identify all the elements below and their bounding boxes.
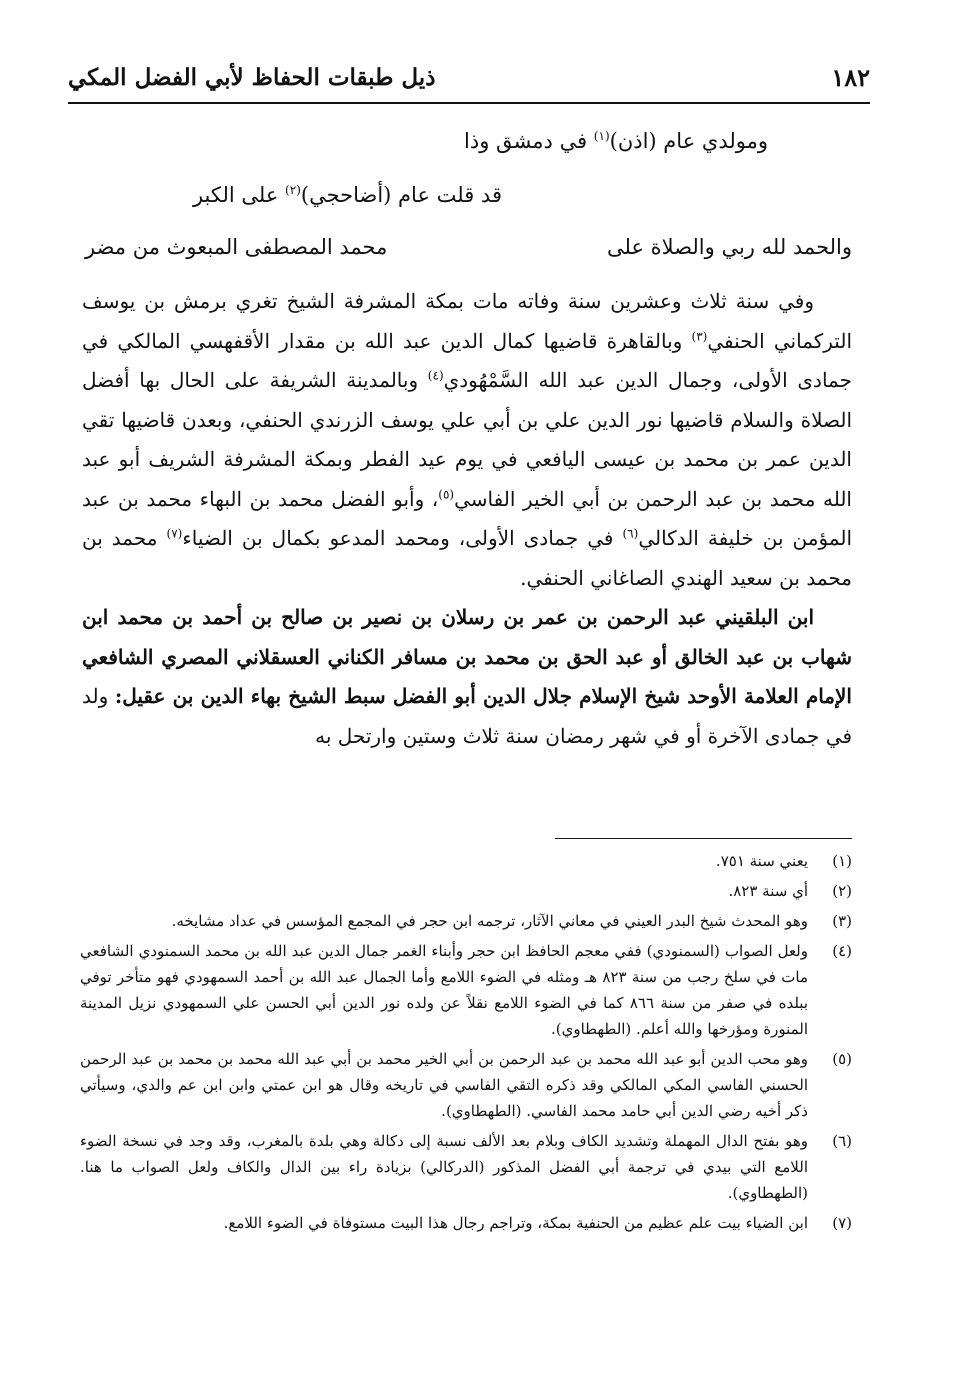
footnote-number: (٥) bbox=[832, 1050, 852, 1068]
footnote-marker-6: (٦) bbox=[622, 526, 639, 541]
footnote-number: (٢) bbox=[832, 882, 852, 900]
footnote-text: وهو محب الدين أبو عبد الله محمد بن عبد الرحمن بن أبي الخير محمد بن أبي عبد الله محمد بن محمد بن عبد الرحمن الحسني الفاسي المكي المالكي وقد ذكره التقي الفاسي في تاريخه وقال هو ابن عمتي وابن ابن عم والدي، وسيأتي ذكر أخيه رضي الدين أبي حامد محمد الفاسي. (الطهطاوي). bbox=[80, 1050, 808, 1120]
footnote-number: (١) bbox=[832, 852, 852, 870]
footnote-separator bbox=[555, 838, 852, 839]
page-header bbox=[68, 52, 870, 104]
footnote bbox=[80, 848, 852, 874]
paragraph-deaths bbox=[82, 282, 852, 598]
page-number: ١٨٢ bbox=[831, 62, 870, 92]
verse-text: ومولدي عام (اذن) bbox=[609, 129, 768, 153]
paragraph-text: وبالمدينة الشريفة على الحال بها أفضل الصلاة والسلام قاضيها نور الدين علي بن أبي علي يوسف الزرندي الحنفي، وبعدن قاضيها تقي الدين عمر بن محمد بن عيسى اليافعي في يوم عيد الفطر وبمكة المشرفة الشريف أبو عبد الله محمد بن عبد الرحمن بن أبي الخير الفاسي bbox=[82, 368, 852, 511]
footnote-text: يعني سنة ٧٥١. bbox=[715, 852, 808, 870]
paragraph-biography bbox=[82, 598, 852, 756]
verse-line-2 bbox=[193, 180, 502, 210]
verse-hemistich-left: محمد المصطفى المبعوث من مضر bbox=[85, 235, 388, 259]
biography-heading: ابن البلقيني عبد الرحمن بن عمر بن رسلان بن نصير بن صالح بن أحمد بن محمد ابن شهاب بن عبد الخالق أو عبد الحق بن محمد بن مسافر الكناني العسقلاني المصري الشافعي الإمام العلامة الأوحد شيخ الإسلام جلال الدين أبو الفضل سبط الشيخ بهاء الدين بن عقيل: bbox=[82, 605, 852, 708]
running-title: ذيل طبقات الحفاظ لأبي الفضل المكي bbox=[68, 63, 436, 91]
footnote-text: وهو المحدث شيخ البدر العيني في معاني الآثار، ترجمه ابن حجر في المجمع المؤسس في عداد مشايخه. bbox=[171, 912, 808, 930]
footnote bbox=[80, 938, 852, 1042]
footnote-number: (٦) bbox=[832, 1132, 852, 1150]
footnote bbox=[80, 908, 852, 934]
footnote bbox=[80, 878, 852, 904]
paragraph-text: ولد في جمادى الآخرة أو في شهر رمضان سنة ثلاث وستين وارتحل به bbox=[82, 684, 852, 748]
paragraph-text: وبالقاهرة قاضيها كمال الدين عبد الله بن مقدار الأقفهسي المالكي في جمادى الأولى، وجمال الدين عبد الله السَّمْهُودي bbox=[82, 328, 852, 392]
footnote-marker-1: (١) bbox=[593, 129, 610, 143]
footnote bbox=[80, 1128, 852, 1206]
footnote-number: (٤) bbox=[832, 942, 852, 960]
footnote-text: أي سنة ٨٢٣. bbox=[728, 882, 808, 900]
verse-line-1 bbox=[464, 126, 768, 156]
paragraph-text: ، وأبو الفضل محمد بن البهاء محمد بن عبد المؤمن بن خليفة الدكالي bbox=[82, 486, 852, 550]
footnote-marker-4: (٤) bbox=[427, 368, 444, 383]
footnote-marker-5: (٥) bbox=[438, 486, 455, 501]
verse-text: قد قلت عام (أضاحجي) bbox=[300, 183, 502, 207]
footnote bbox=[80, 1210, 852, 1236]
verse-text: على الكبر bbox=[192, 183, 286, 207]
footnote bbox=[80, 1046, 852, 1124]
footnote-number: (٧) bbox=[832, 1214, 852, 1232]
footnote-text: ابن الضياء بيت علم عظيم من الحنفية بمكة، وتراجم رجال هذا البيت مستوفاة في الضوء اللامع. bbox=[223, 1214, 808, 1232]
paragraph-text: وفي سنة ثلاث وعشرين سنة وفاته مات بمكة المشرفة الشيخ تغري برمش بن يوسف التركماني الحنفي bbox=[82, 289, 852, 353]
verse-hemistich-right: والحمد لله ربي والصلاة على bbox=[607, 235, 852, 259]
paragraph-text: محمد بن محمد بن سعيد الهندي الصاغاني الحنفي. bbox=[82, 526, 852, 590]
footnote-marker-3: (٣) bbox=[691, 328, 708, 343]
footnote-marker-2: (٢) bbox=[285, 183, 301, 197]
verse-text: في دمشق وذا bbox=[464, 129, 594, 153]
footnotes bbox=[80, 848, 852, 1240]
verse-line-3 bbox=[85, 235, 852, 259]
footnote-number: (٣) bbox=[832, 912, 852, 930]
footnote-text: ولعل الصواب (السمنودي) ففي معجم الحافظ ابن حجر وأبناء الغمر جمال الدين عبد الله بن محمد السمنودي الشافعي مات في سلخ رجب من سنة ٨٢٣ هـ ومثله في الضوء اللامع وأما الجمال عبد الله بن أحمد السمهودي فهو متأخر توفي ببلده في صفر من سنة ٨٦٦ كما في الضوء اللامع نقلاً عن ولده نور الدين أبي الحسن علي السمهودي نزيل المدينة المنورة ومؤرخها والله أعلم. (الطهطاوي). bbox=[80, 942, 808, 1038]
footnote-text: وهو بفتح الدال المهملة وتشديد الكاف وبلام بعد الألف نسبة إلى دكالة وهي بلدة بالمغرب، وقد وجد في نسخة الضوء اللامع التي بيدي في ترجمة أبي الفضل المذكور (الدركالي) بزيادة راء بين الدال والكاف ولعل الصواب ما هنا. (الطهطاوي). bbox=[80, 1132, 808, 1202]
paragraph-text: في جمادى الأولى، ومحمد المدعو بكمال بن الضياء bbox=[182, 526, 623, 550]
main-text bbox=[82, 282, 852, 756]
footnote-marker-7: (٧) bbox=[166, 526, 183, 541]
